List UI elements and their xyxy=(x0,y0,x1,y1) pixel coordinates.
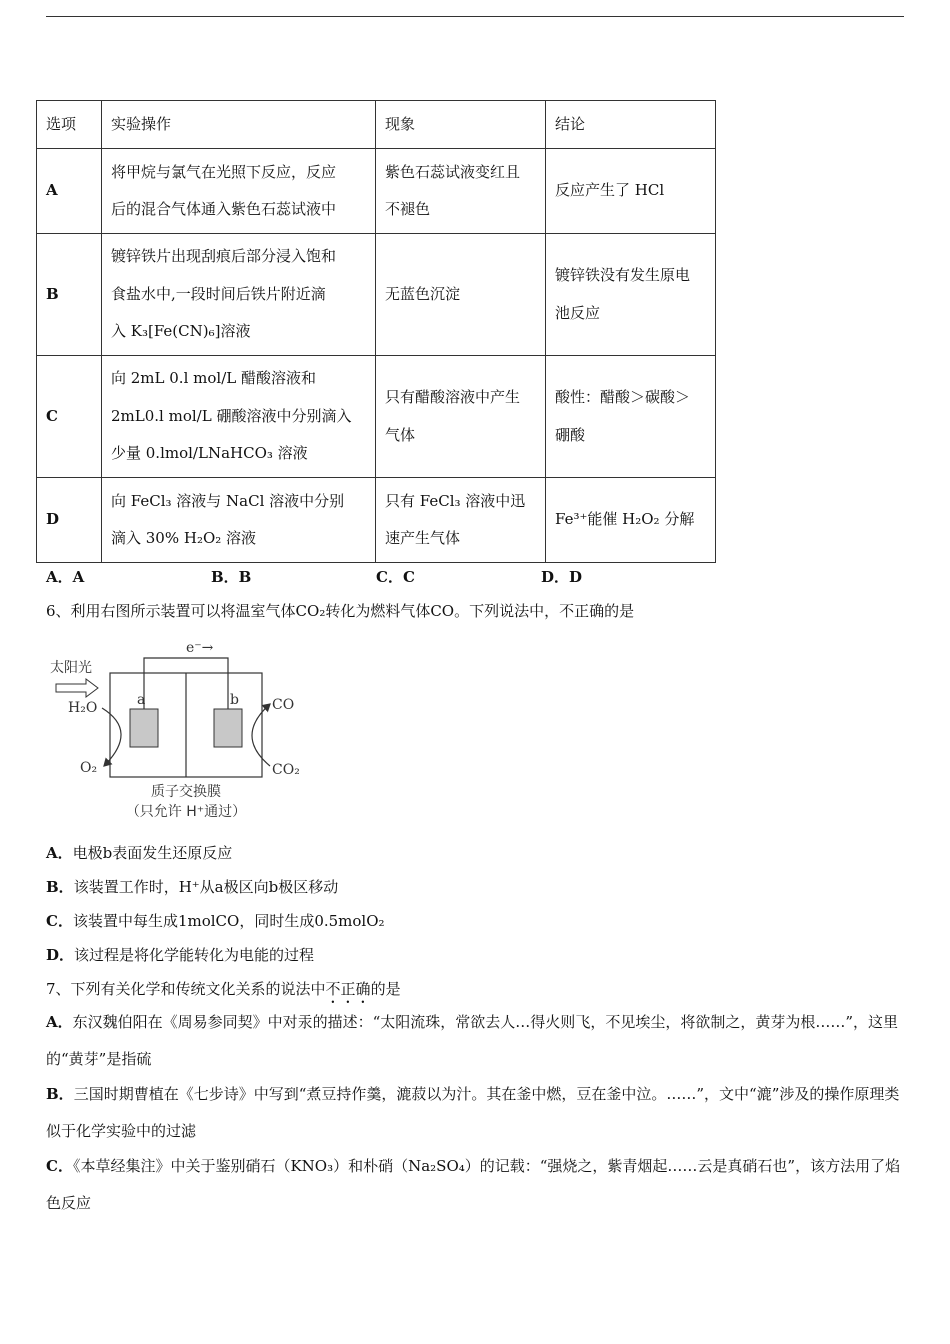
co-label: CO xyxy=(272,697,295,713)
conclusion-line: 镀锌铁没有发生原电 xyxy=(555,266,691,284)
q7-stem-before: 7、下列有关化学和传统文化关系的说法中 xyxy=(46,980,326,998)
choice-a: A．A xyxy=(46,568,85,586)
option-label: A． xyxy=(46,844,73,862)
q6-option-a xyxy=(46,842,232,863)
sunlight-arrow-icon xyxy=(56,679,98,697)
option-text: 该装置中每生成1molCO，同时生成0.5molO₂ xyxy=(72,912,385,930)
q7-stem-emphasis: 不正确 xyxy=(325,980,371,998)
q7-option-c xyxy=(46,1148,906,1222)
q6-option-d xyxy=(46,944,314,965)
row-conclusion xyxy=(546,478,716,563)
phenomenon-line: 紫色石蕊试液变红且 xyxy=(385,162,521,181)
row-operation xyxy=(102,149,376,234)
operation-line: 入 K₃[Fe(CN)₆]溶液 xyxy=(111,322,251,341)
membrane-label: 质子交换膜 xyxy=(151,784,221,800)
conclusion-line: 池反应 xyxy=(555,303,601,322)
header-phenomenon: 现象 xyxy=(376,101,546,149)
electrolysis-diagram xyxy=(44,636,314,826)
q5-choices xyxy=(46,566,646,586)
choice-b: B．B xyxy=(211,568,252,586)
row-option: A xyxy=(37,149,102,234)
q7-option-b xyxy=(46,1076,906,1150)
row-option: D xyxy=(37,478,102,563)
conclusion-line: 反应产生了 HCl xyxy=(555,181,665,200)
electrode-a xyxy=(130,709,158,747)
membrane-note: （只允许 H⁺通过） xyxy=(125,804,247,820)
table-row xyxy=(37,478,716,563)
row-phenomenon xyxy=(376,356,546,478)
row-phenomenon xyxy=(376,478,546,563)
row-phenomenon xyxy=(376,149,546,234)
phenomenon-line: 只有醋酸溶液中产生 xyxy=(385,388,521,406)
operation-line: 食盐水中,一段时间后铁片附近滴 xyxy=(111,284,326,303)
option-text: 三国时期曹植在《七步诗》中写到“煮豆持作羹，漉菽以为汁。其在釜中燃，豆在釜中泣。……”，文中“漉”涉及的操作原理类似于化学实验中的过滤 xyxy=(46,1085,900,1140)
conclusion-line: 酸性：醋酸＞碳酸＞ xyxy=(555,388,691,406)
row-conclusion xyxy=(546,234,716,356)
option-text: 该装置工作时，H⁺从a极区向b极区移动 xyxy=(73,878,339,896)
q6-stem: 6、利用右图所示装置可以将温室气体CO₂转化为燃料气体CO。下列说法中，不正确的是 xyxy=(46,602,635,620)
row-operation xyxy=(102,478,376,563)
phenomenon-line: 只有 FeCl₃ 溶液中迅 xyxy=(385,491,526,510)
option-label: B． xyxy=(46,1085,74,1103)
electrode-b xyxy=(214,709,242,747)
row-option: C xyxy=(37,356,102,478)
table-row xyxy=(37,234,716,356)
q6-option-b xyxy=(46,876,338,897)
top-rule xyxy=(46,16,904,17)
o2-label: O₂ xyxy=(80,760,98,776)
table-row xyxy=(37,149,716,234)
option-label: C． xyxy=(46,1157,73,1175)
option-label: B． xyxy=(46,878,74,896)
header-conclusion: 结论 xyxy=(546,101,716,149)
header-operation: 实验操作 xyxy=(102,101,376,149)
option-text: 电极b表面发生还原反应 xyxy=(72,844,233,862)
q7-stem xyxy=(46,978,401,1007)
operation-line: 滴入 30% H₂O₂ 溶液 xyxy=(111,529,257,547)
q6-option-c xyxy=(46,910,385,931)
row-phenomenon xyxy=(376,234,546,356)
h2o-label: H₂O xyxy=(68,700,98,716)
conclusion-line: 硼酸 xyxy=(555,425,586,444)
option-text: 东汉魏伯阳在《周易参同契》中对汞的描述：“太阳流珠，常欲去人…得火则飞，不见埃尘，将欲制之，黄芽为根……”，这里的“黄芽”是指硫 xyxy=(46,1013,898,1068)
operation-line: 少量 0.lmol/LNaHCO₃ 溶液 xyxy=(111,444,308,463)
operation-line: 向 2mL 0.l mol/L 醋酸溶液和 xyxy=(111,369,316,388)
operation-line: 后的混合气体通入紫色石蕊试液中 xyxy=(111,200,337,218)
option-label: A． xyxy=(46,1013,73,1031)
h2o-to-o2-arrow-icon xyxy=(102,708,121,766)
row-conclusion xyxy=(546,149,716,234)
experiment-table xyxy=(36,100,716,563)
conclusion-line: Fe³⁺能催 H₂O₂ 分解 xyxy=(555,510,695,529)
electrode-b-label: b xyxy=(230,692,239,708)
q7-stem-after: 的是 xyxy=(370,980,401,998)
row-operation xyxy=(102,234,376,356)
electron-label: e⁻→ xyxy=(186,640,214,656)
phenomenon-line: 无蓝色沉淀 xyxy=(385,284,461,303)
operation-line: 将甲烷与氯气在光照下反应，反应 xyxy=(111,162,337,181)
phenomenon-line: 不褪色 xyxy=(385,200,431,218)
option-label: D． xyxy=(46,946,75,964)
table-row xyxy=(37,356,716,478)
diagram-svg xyxy=(44,636,314,826)
operation-line: 2mL0.l mol/L 硼酸溶液中分别滴入 xyxy=(111,406,352,425)
co2-to-co-arrow-icon xyxy=(252,704,270,766)
choice-d: D．D xyxy=(541,568,583,586)
header-option: 选项 xyxy=(37,101,102,149)
sunlight-label: 太阳光 xyxy=(50,660,92,676)
row-operation xyxy=(102,356,376,478)
q7-option-a xyxy=(46,1004,906,1078)
option-text: 该过程是将化学能转化为电能的过程 xyxy=(74,946,315,964)
choice-c: C．C xyxy=(376,568,415,586)
electrode-a-label: a xyxy=(137,692,146,708)
co2-label: CO₂ xyxy=(272,762,300,778)
phenomenon-line: 气体 xyxy=(385,425,416,444)
operation-line: 镀锌铁片出现刮痕后部分浸入饱和 xyxy=(111,247,337,266)
operation-line: 向 FeCl₃ 溶液与 NaCl 溶液中分别 xyxy=(111,491,345,510)
row-conclusion xyxy=(546,356,716,478)
table-header-row xyxy=(37,101,716,149)
row-option: B xyxy=(37,234,102,356)
phenomenon-line: 速产生气体 xyxy=(385,529,461,547)
option-text: 《本草经集注》中关于鉴别硝石（KNO₃）和朴硝（Na₂SO₄）的记载：“强烧之，紫青烟起……云是真硝石也”，该方法用了焰色反应 xyxy=(46,1157,901,1212)
option-label: C． xyxy=(46,912,73,930)
